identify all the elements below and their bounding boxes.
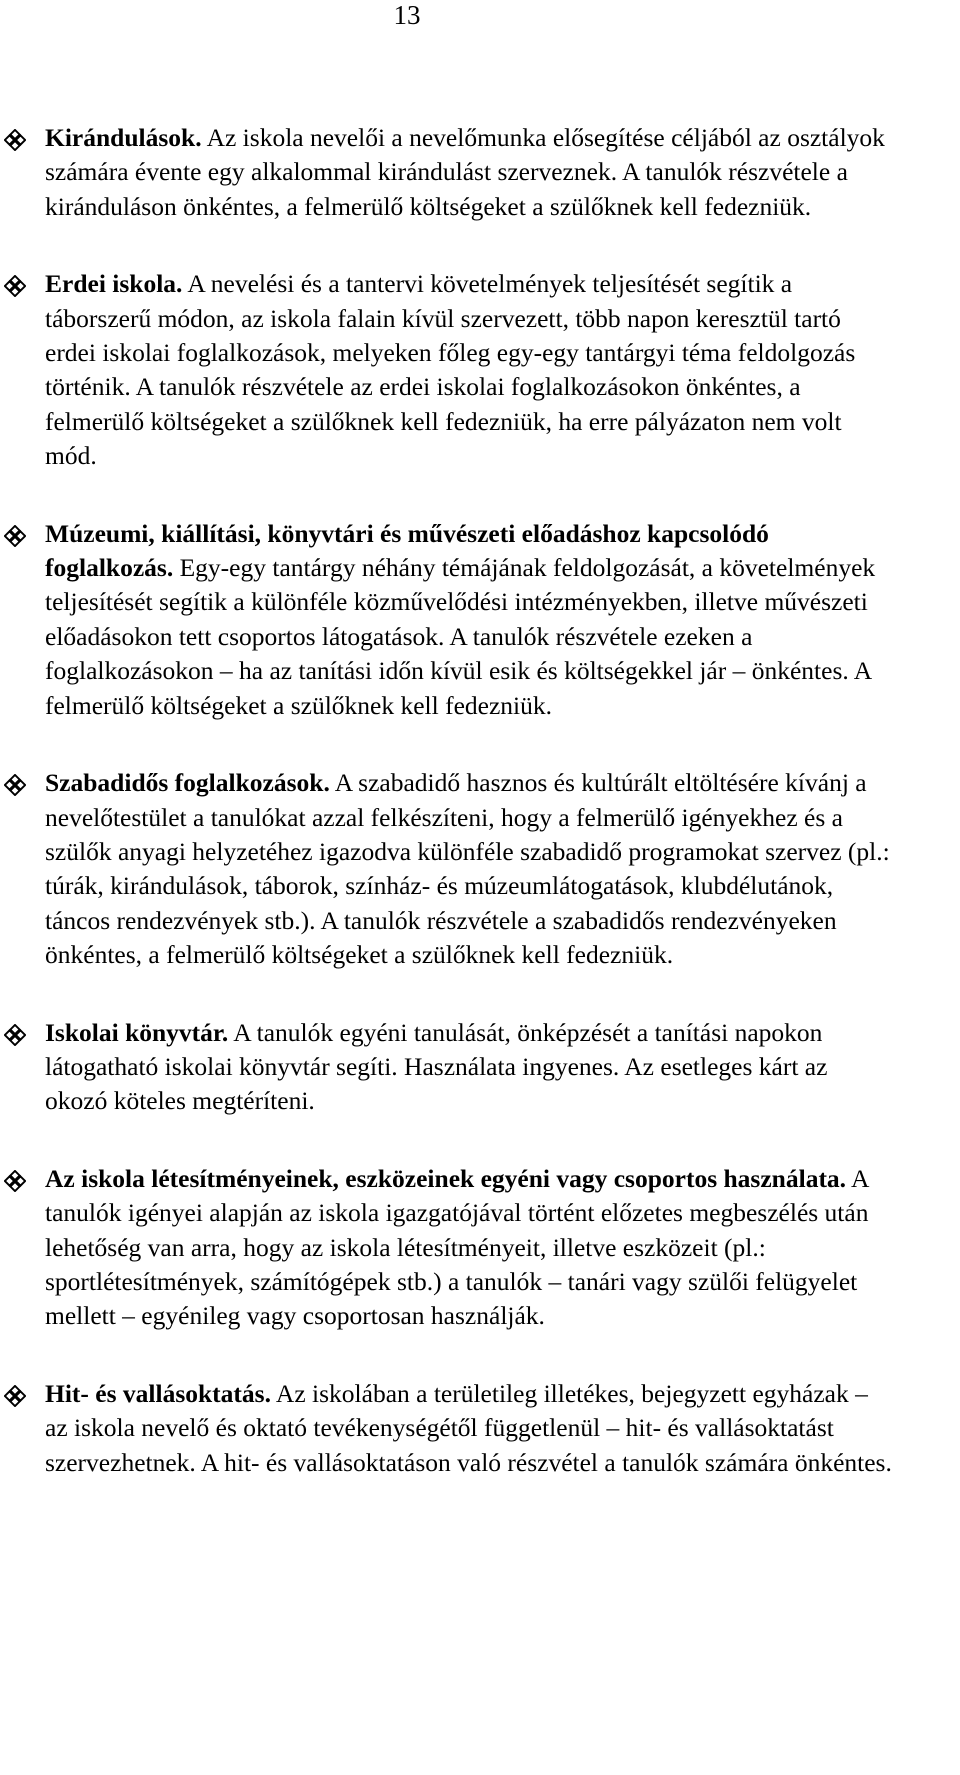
list-item-hitoktatas — [0, 1377, 895, 1480]
diamond-bullet-icon — [4, 275, 26, 297]
item-text: Az iskolában a területileg illetékes, bejegyzett egyházak – az iskola nevelő és oktató tevékenységétől függetlenül – hit- és vallásoktatást szervezhetnek. A hit- és vallásoktatáson való részvétel a tanulók számára önkéntes. — [45, 1378, 892, 1477]
page-number: 13 — [393, 0, 421, 30]
diamond-bullet-icon — [4, 129, 26, 151]
diamond-bullet-icon — [4, 1024, 26, 1046]
item-title: Kirándulások. — [45, 123, 202, 152]
item-text: A tanulók igényei alapján az iskola igazgatójával történt előzetes megbeszélés után lehetőség van arra, hogy az iskola létesítményeit, illetve eszközeit (pl.: sportlétesítmények, számítógépek stb.) a tanulók – tanári vagy szülői felügyelet mellett – egyénileg vagy csoportosan használják. — [45, 1163, 869, 1331]
item-title: Múzeumi, kiállítási, könyvtári és művészeti előadáshoz kapcsolódó foglalkozás. — [45, 518, 769, 583]
list-item-kirandulasok — [0, 121, 895, 224]
item-title: Iskolai könyvtár. — [45, 1017, 229, 1047]
item-title: Az iskola létesítményeinek, eszközeinek egyéni vagy csoportos használata. — [45, 1163, 847, 1193]
item-text: A tanulók egyéni tanulását, önképzését a tanítási napokon látogatható iskolai könyvtár segíti. Használata ingyenes. Az esetleges kárt az okozó köteles megtéríteni. — [45, 1017, 828, 1116]
item-title: Erdei iskola. — [45, 269, 183, 299]
item-text: A szabadidő hasznos és kultúrált eltöltésére kívánj a nevelőtestület a tanulókat azzal felkészíteni, hogy a felmerülő igényekhez és a szülők anyagi helyzetéhez igazodva különféle szabadidő programokat szervez (pl.: túrák, kirándulások, táborok, színház- és múzeumlátogatások, klubdélutánok, táncos rendezvények stb.). A tanulók részvétele a szabadidős rendezvényeken önkéntes, a felmerülő költségeket a szülőknek kell fedezniük. — [45, 768, 890, 970]
item-text: A nevelési és a tantervi követelmények teljesítését segítik a táborszerű módon, az iskola falain kívül szervezett, több napon keresztül tartó erdei iskolai foglalkozások, melyeken főleg egy-egy tantárgyi téma feldolgozás történik. A tanulók részvétele az erdei iskolai foglalkozásokon önkéntes, a felmerülő költségeket a szülőknek kell fedezniük, ha erre pályázaton nem volt mód. — [45, 269, 856, 471]
diamond-bullet-icon — [4, 774, 26, 796]
list-item-letesitmenyek-hasznalata — [0, 1162, 895, 1334]
diamond-bullet-icon — [4, 1170, 26, 1192]
list-item-muzeumi-foglalkozas — [0, 517, 895, 723]
list-item-erdei-iskola — [0, 267, 895, 473]
item-title: Szabadidős foglalkozások. — [45, 768, 330, 798]
diamond-bullet-icon — [4, 1385, 26, 1407]
item-title: Hit- és vallásoktatás. — [45, 1378, 271, 1408]
item-text: Az iskola nevelői a nevelőmunka elősegítése céljából az osztályok számára évente egy alkalommal kirándulást szerveznek. A tanulók részvétele a kiránduláson önkéntes, a felmerülő költségeket a szülőknek kell fedezniük. — [45, 123, 885, 221]
list-item-iskolai-konyvtar — [0, 1016, 895, 1119]
activity-list — [0, 121, 960, 1523]
item-text: Egy-egy tantárgy néhány témájának feldolgozását, a követelmények teljesítését segítik a különféle közművelődési intézményekben, illetve művészeti előadásokon tett csoportos látogatások. A tanulók részvétele ezeken a foglalkozásokon – ha az tanítási időn kívül esik és költségekkel jár – önkéntes. A felmerülő költségeket a szülőknek kell fedezniük. — [45, 553, 876, 720]
diamond-bullet-icon — [4, 525, 26, 547]
list-item-szabadidos-foglalkozasok — [0, 766, 895, 972]
